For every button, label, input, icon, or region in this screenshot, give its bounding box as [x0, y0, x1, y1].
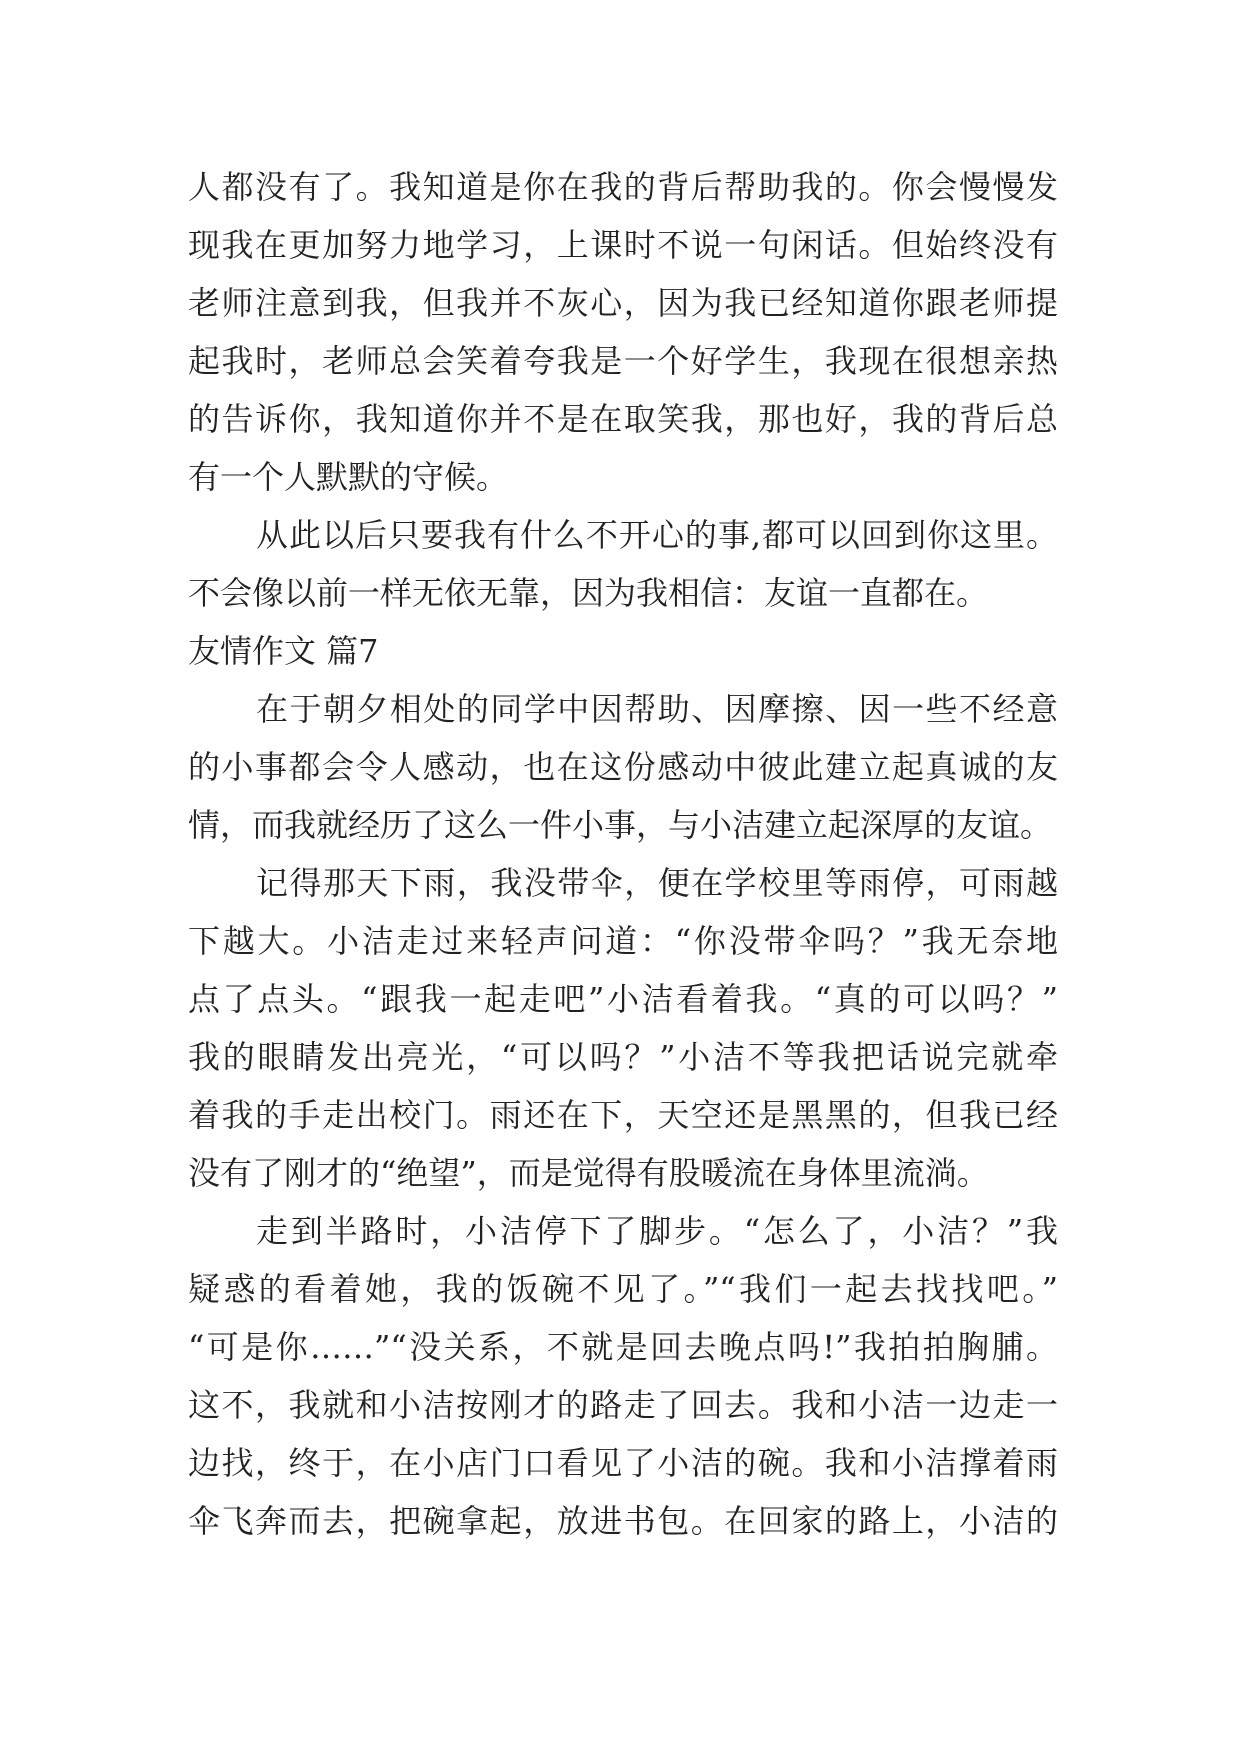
paragraph [188, 680, 1058, 854]
text-line: 走到半路时，小洁停下了脚步。“怎么了，小洁？”我 [256, 1212, 1058, 1250]
text-line: 我的眼睛发出亮光，“可以吗？”小洁不等我把话说完就牵 [188, 1038, 1058, 1076]
text-line: 的小事都会令人感动，也在这份感动中彼此建立起真诚的友 [188, 748, 1058, 786]
text-line: 在于朝夕相处的同学中因帮助、因摩擦、因一些不经意 [256, 690, 1058, 728]
section-heading [188, 622, 1058, 680]
text-line: 没有了刚才的“绝望”，而是觉得有股暖流在身体里流淌。 [188, 1154, 989, 1192]
heading-text: 友情作文 篇7 [188, 632, 379, 670]
text-line: 从此以后只要我有什么不开心的事,都可以回到你这里。 [256, 516, 1058, 554]
document-body [188, 158, 1058, 1550]
text-line: 现我在更加努力地学习，上课时不说一句闲话。但始终没有 [188, 226, 1058, 264]
text-line: 不会像以前一样无依无靠，因为我相信：友谊一直都在。 [188, 574, 989, 612]
paragraph [188, 854, 1058, 1202]
paragraph [188, 1202, 1058, 1550]
text-line: 起我时，老师总会笑着夸我是一个好学生，我现在很想亲热 [188, 342, 1058, 380]
text-line: 边找，终于，在小店门口看见了小洁的碗。我和小洁撑着雨 [188, 1444, 1058, 1482]
text-line: 有一个人默默的守候。 [188, 458, 509, 496]
text-line: 伞飞奔而去，把碗拿起，放进书包。在回家的路上，小洁的 [188, 1502, 1058, 1540]
text-line: 点了点头。“跟我一起走吧”小洁看着我。“真的可以吗？” [188, 980, 1058, 1018]
text-line: 记得那天下雨，我没带伞，便在学校里等雨停，可雨越 [256, 864, 1058, 902]
text-line: 人都没有了。我知道是你在我的背后帮助我的。你会慢慢发 [188, 168, 1058, 206]
paragraph [188, 506, 1058, 622]
text-line: 疑惑的看着她，我的饭碗不见了。”“我们一起去找找吧。” [188, 1270, 1058, 1308]
text-line: 老师注意到我，但我并不灰心，因为我已经知道你跟老师提 [188, 284, 1058, 322]
text-line: 情，而我就经历了这么一件小事，与小洁建立起深厚的友谊。 [188, 806, 1053, 844]
text-line: 的告诉你，我知道你并不是在取笑我，那也好，我的背后总 [188, 400, 1058, 438]
text-line: 这不，我就和小洁按刚才的路走了回去。我和小洁一边走一 [188, 1386, 1058, 1424]
paragraph [188, 158, 1058, 506]
text-line: 着我的手走出校门。雨还在下，天空还是黑黑的，但我已经 [188, 1096, 1058, 1134]
text-line: “可是你……”“没关系，不就是回去晚点吗!”我拍拍胸脯。 [188, 1328, 1058, 1366]
text-line: 下越大。小洁走过来轻声问道：“你没带伞吗？”我无奈地 [188, 922, 1058, 960]
